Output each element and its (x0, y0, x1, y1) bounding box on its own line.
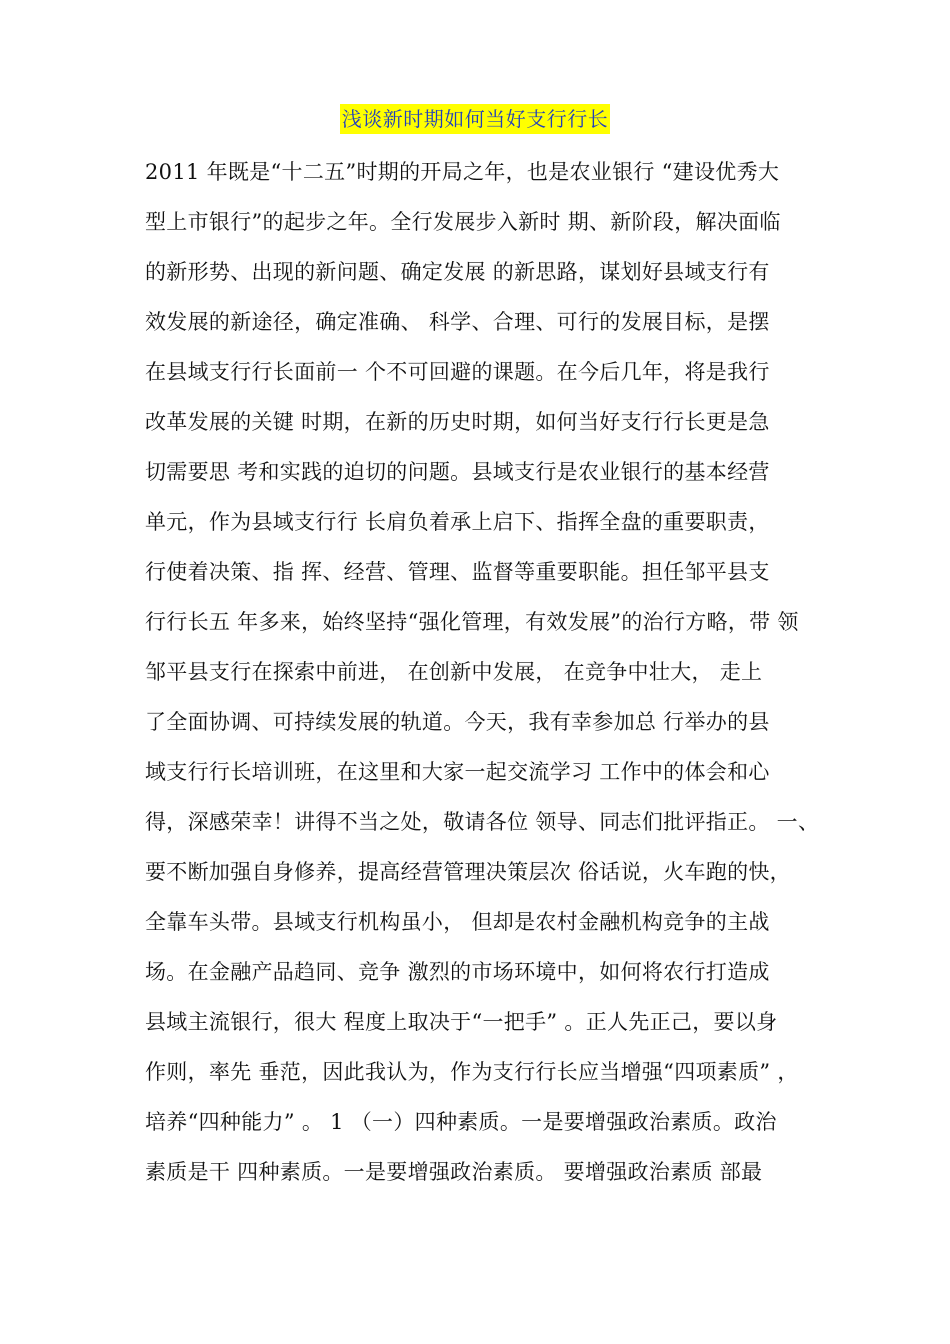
body-line: 全靠车头带。县域支行机构虽小， 但却是农村金融机构竞争的主战 (145, 910, 770, 934)
body-line: 要不断加强自身修养，提高经营管理决策层次 俗话说，火车跑的快， (145, 860, 791, 884)
body-line: 场。在金融产品趋同、竞争 激烈的市场环境中，如何将农行打造成 (145, 960, 770, 984)
body-line: 型上市银行”的起步之年。全行发展步入新时 期、新阶段，解决面临 (145, 210, 781, 234)
body-line: 效发展的新途径，确定准确、 科学、合理、可行的发展目标，是摆 (145, 310, 770, 334)
document-body (145, 150, 825, 1200)
body-line: 作则，率先 垂范，因此我认为，作为支行行长应当增强“四项素质” ， (145, 1060, 799, 1084)
body-line: 2011 年既是“十二五”时期的开局之年，也是农业银行 “建设优秀大 (145, 160, 780, 184)
document-title: 浅谈新时期如何当好支行行长 (340, 104, 611, 134)
body-line: 素质是干 四种素质。一是要增强政治素质。 要增强政治素质 部最 (145, 1160, 763, 1184)
body-line: 单元，作为县域支行行 长肩负着承上启下、指挥全盘的重要职责， (145, 510, 770, 534)
body-line: 在县域支行行长面前一 个不可回避的课题。在今后几年，将是我行 (145, 360, 770, 384)
body-line: 得，深感荣幸！讲得不当之处，敬请各位 领导、同志们批评指正。 一、 (145, 810, 820, 834)
body-line: 县域主流银行，很大 程度上取决于“一把手” 。正人先正己，要以身 (145, 1010, 778, 1034)
body-line: 行行长五 年多来，始终坚持“强化管理，有效发展”的治行方略，带 领 (145, 610, 799, 634)
title-wrapper (0, 104, 950, 134)
body-line: 的新形势、出现的新问题、确定发展 的新思路，谋划好县域支行有 (145, 260, 770, 284)
body-line: 行使着决策、指 挥、经营、管理、监督等重要职能。担任邹平县支 (145, 560, 770, 584)
body-line: 切需要思 考和实践的迫切的问题。县域支行是农业银行的基本经营 (145, 460, 770, 484)
body-line: 邹平县支行在探索中前进， 在创新中发展， 在竞争中壮大， 走上 (145, 660, 763, 684)
body-line: 了全面协调、可持续发展的轨道。今天，我有幸参加总 行举办的县 (145, 710, 770, 734)
body-line: 培养“四种能力” 。 1 （一）四种素质。一是要增强政治素质。政治 (145, 1110, 777, 1134)
body-line: 改革发展的关键 时期，在新的历史时期，如何当好支行行长更是急 (145, 410, 770, 434)
body-line: 域支行行长培训班，在这里和大家一起交流学习 工作中的体会和心 (145, 760, 770, 784)
